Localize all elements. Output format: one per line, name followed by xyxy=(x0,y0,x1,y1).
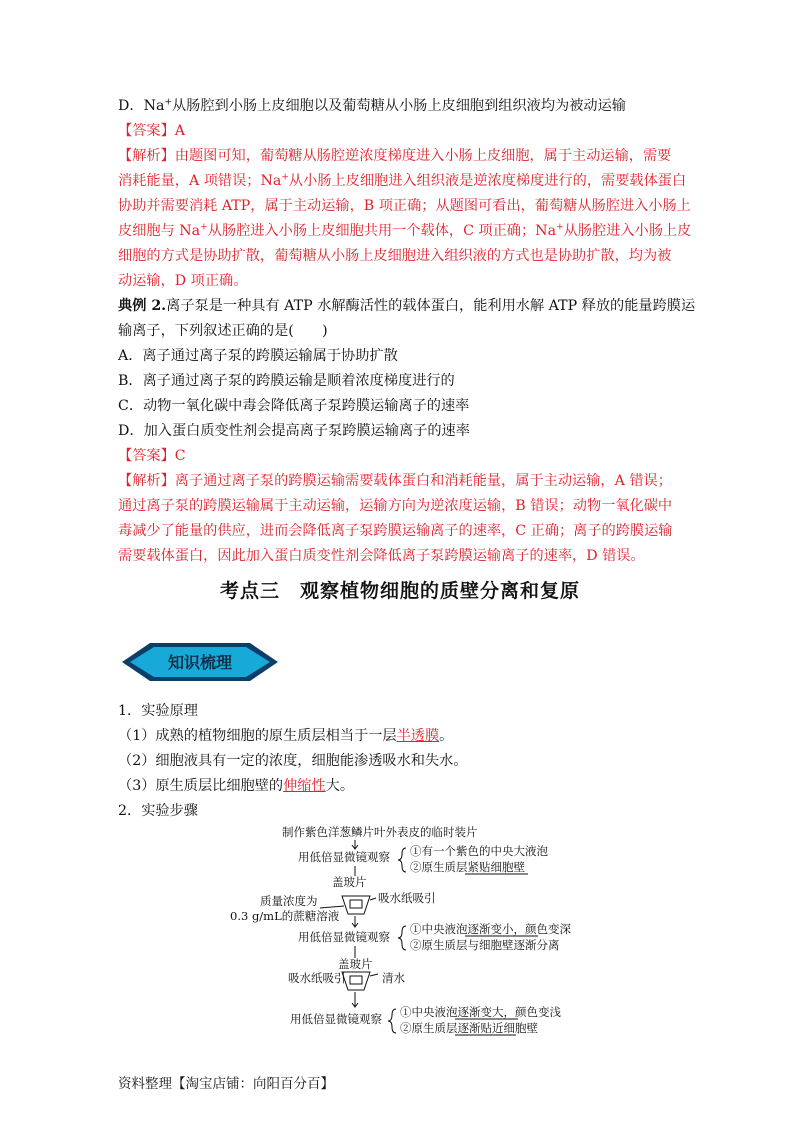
explanation-1-line-1: 【解析】由题图可知，葡萄糖从肠腔逆浓度梯度进入小肠上皮细胞，属于主动运输，需要 xyxy=(118,148,672,164)
explanation-2-line-3: 毒减少了能量的供应，进而会降低离子泵跨膜运输离子的速率，C 正确；离子的跨膜运输 xyxy=(118,523,673,539)
principle-title: 1．实验原理 xyxy=(118,703,198,719)
explanation-1-line-4: 皮细胞与 Na+从肠腔进入小肠上皮细胞共用一个载体，C 项正确；Na+从肠腔进入小肠上皮 xyxy=(118,222,692,239)
flow-conc-b: 0.3 g/mL的蔗糖溶液 xyxy=(230,909,340,923)
flow-obs3-b: ②原生质层逐渐贴近细胞壁 xyxy=(400,1021,538,1035)
explanation-2-line-1: 【解析】离子通过离子泵的跨膜运输需要载体蛋白和消耗能量，属于主动运输，A 错误； xyxy=(118,473,672,489)
flow-obs1-b: ②原生质层紧贴细胞壁 xyxy=(410,860,525,874)
explanation-1-line-3: 协助并需要消耗 ATP，属于主动运输，B 项正确；从题图可看出，葡萄糖从肠腔进入小肠上 xyxy=(118,198,691,214)
option-b: B．离子通过离子泵的跨膜运输是顺着浓度梯度进行的 xyxy=(118,373,455,389)
flow-observe-3: 用低倍显微镜观察 xyxy=(290,1012,382,1026)
knowledge-badge xyxy=(120,640,280,684)
flow-water: 清水 xyxy=(382,971,405,985)
flow-obs2-a: ①中央液泡逐渐变小，颜色变深 xyxy=(410,922,571,936)
flow-absorb-2: 吸水纸吸引 xyxy=(288,971,346,985)
option-d-line: D．Na+从肠腔到小肠上皮细胞以及葡萄糖从小肠上皮细胞到组织液均为被动运输 xyxy=(118,97,626,114)
experiment-flow-diagram xyxy=(220,820,600,1060)
explanation-1-line-5: 细胞的方式是协助扩散，葡萄糖从小肠上皮细胞进入组织液的方式也是协助扩散，均为被 xyxy=(118,248,672,264)
principle-3: （3）原生质层比细胞壁的伸缩性大。 xyxy=(118,778,355,794)
explanation-1-line-2: 消耗能量，A 项错误；Na+从小肠上皮细胞进入组织液是逆浓度梯度进行的，需要载体蛋白 xyxy=(118,172,687,189)
steps-title: 2．实验步骤 xyxy=(118,803,198,819)
explanation-1-line-6: 动运输，D 项正确。 xyxy=(118,273,248,289)
flow-cover-1: 盖玻片 xyxy=(332,875,367,889)
flow-obs3-a: ①中央液泡逐渐变大，颜色变浅 xyxy=(400,1005,561,1019)
flow-obs1-a: ①有一个紫色的中央大液泡 xyxy=(410,844,548,858)
flow-absorb-1: 吸水纸吸引 xyxy=(378,891,436,905)
principle-1: （1）成熟的植物细胞的原生质层相当于一层半透膜。 xyxy=(118,728,454,744)
option-c: C．动物一氧化碳中毒会降低离子泵跨膜运输离子的速率 xyxy=(118,398,470,414)
explanation-2-line-2: 通过离子泵的跨膜运输属于主动运输，运输方向为逆浓度运输，B 错误；动物一氧化碳中 xyxy=(118,498,673,514)
flow-cover-2: 盖玻片 xyxy=(338,957,373,971)
example-2-line-1: 典例 2.离子泵是一种具有 ATP 水解酶活性的载体蛋白，能利用水解 ATP 释放的能量跨膜运 xyxy=(118,298,696,314)
explanation-2-line-4: 需要载体蛋白，因此加入蛋白质变性剂会降低离子泵跨膜运输离子的速率，D 错误。 xyxy=(118,548,645,564)
badge-label: 知识梳理 xyxy=(167,653,233,672)
option-a: A．离子通过离子泵的跨膜运输属于协助扩散 xyxy=(118,348,398,364)
example-2-line-2: 输离子，下列叙述正确的是( ) xyxy=(118,323,328,339)
flow-top-step: 制作紫色洋葱鳞片叶外表皮的临时装片 xyxy=(282,825,478,839)
footer-note: 资料整理【淘宝店铺：向阳百分百】 xyxy=(118,1076,334,1092)
flow-observe-2: 用低倍显微镜观察 xyxy=(298,930,390,944)
option-d-2: D．加入蛋白质变性剂会提高离子泵跨膜运输离子的速率 xyxy=(118,423,470,439)
flow-obs2-b: ②原生质层与细胞壁逐渐分离 xyxy=(410,938,560,952)
principle-2: （2）细胞液具有一定的浓度，细胞能渗透吸水和失水。 xyxy=(118,753,468,769)
answer-1: 【答案】A xyxy=(118,123,185,139)
flow-conc-a: 质量浓度为 xyxy=(260,894,318,908)
section-heading: 考点三 观察植物细胞的质壁分离和复原 xyxy=(219,580,580,602)
flow-observe-1: 用低倍显微镜观察 xyxy=(298,850,390,864)
answer-2: 【答案】C xyxy=(118,448,186,464)
